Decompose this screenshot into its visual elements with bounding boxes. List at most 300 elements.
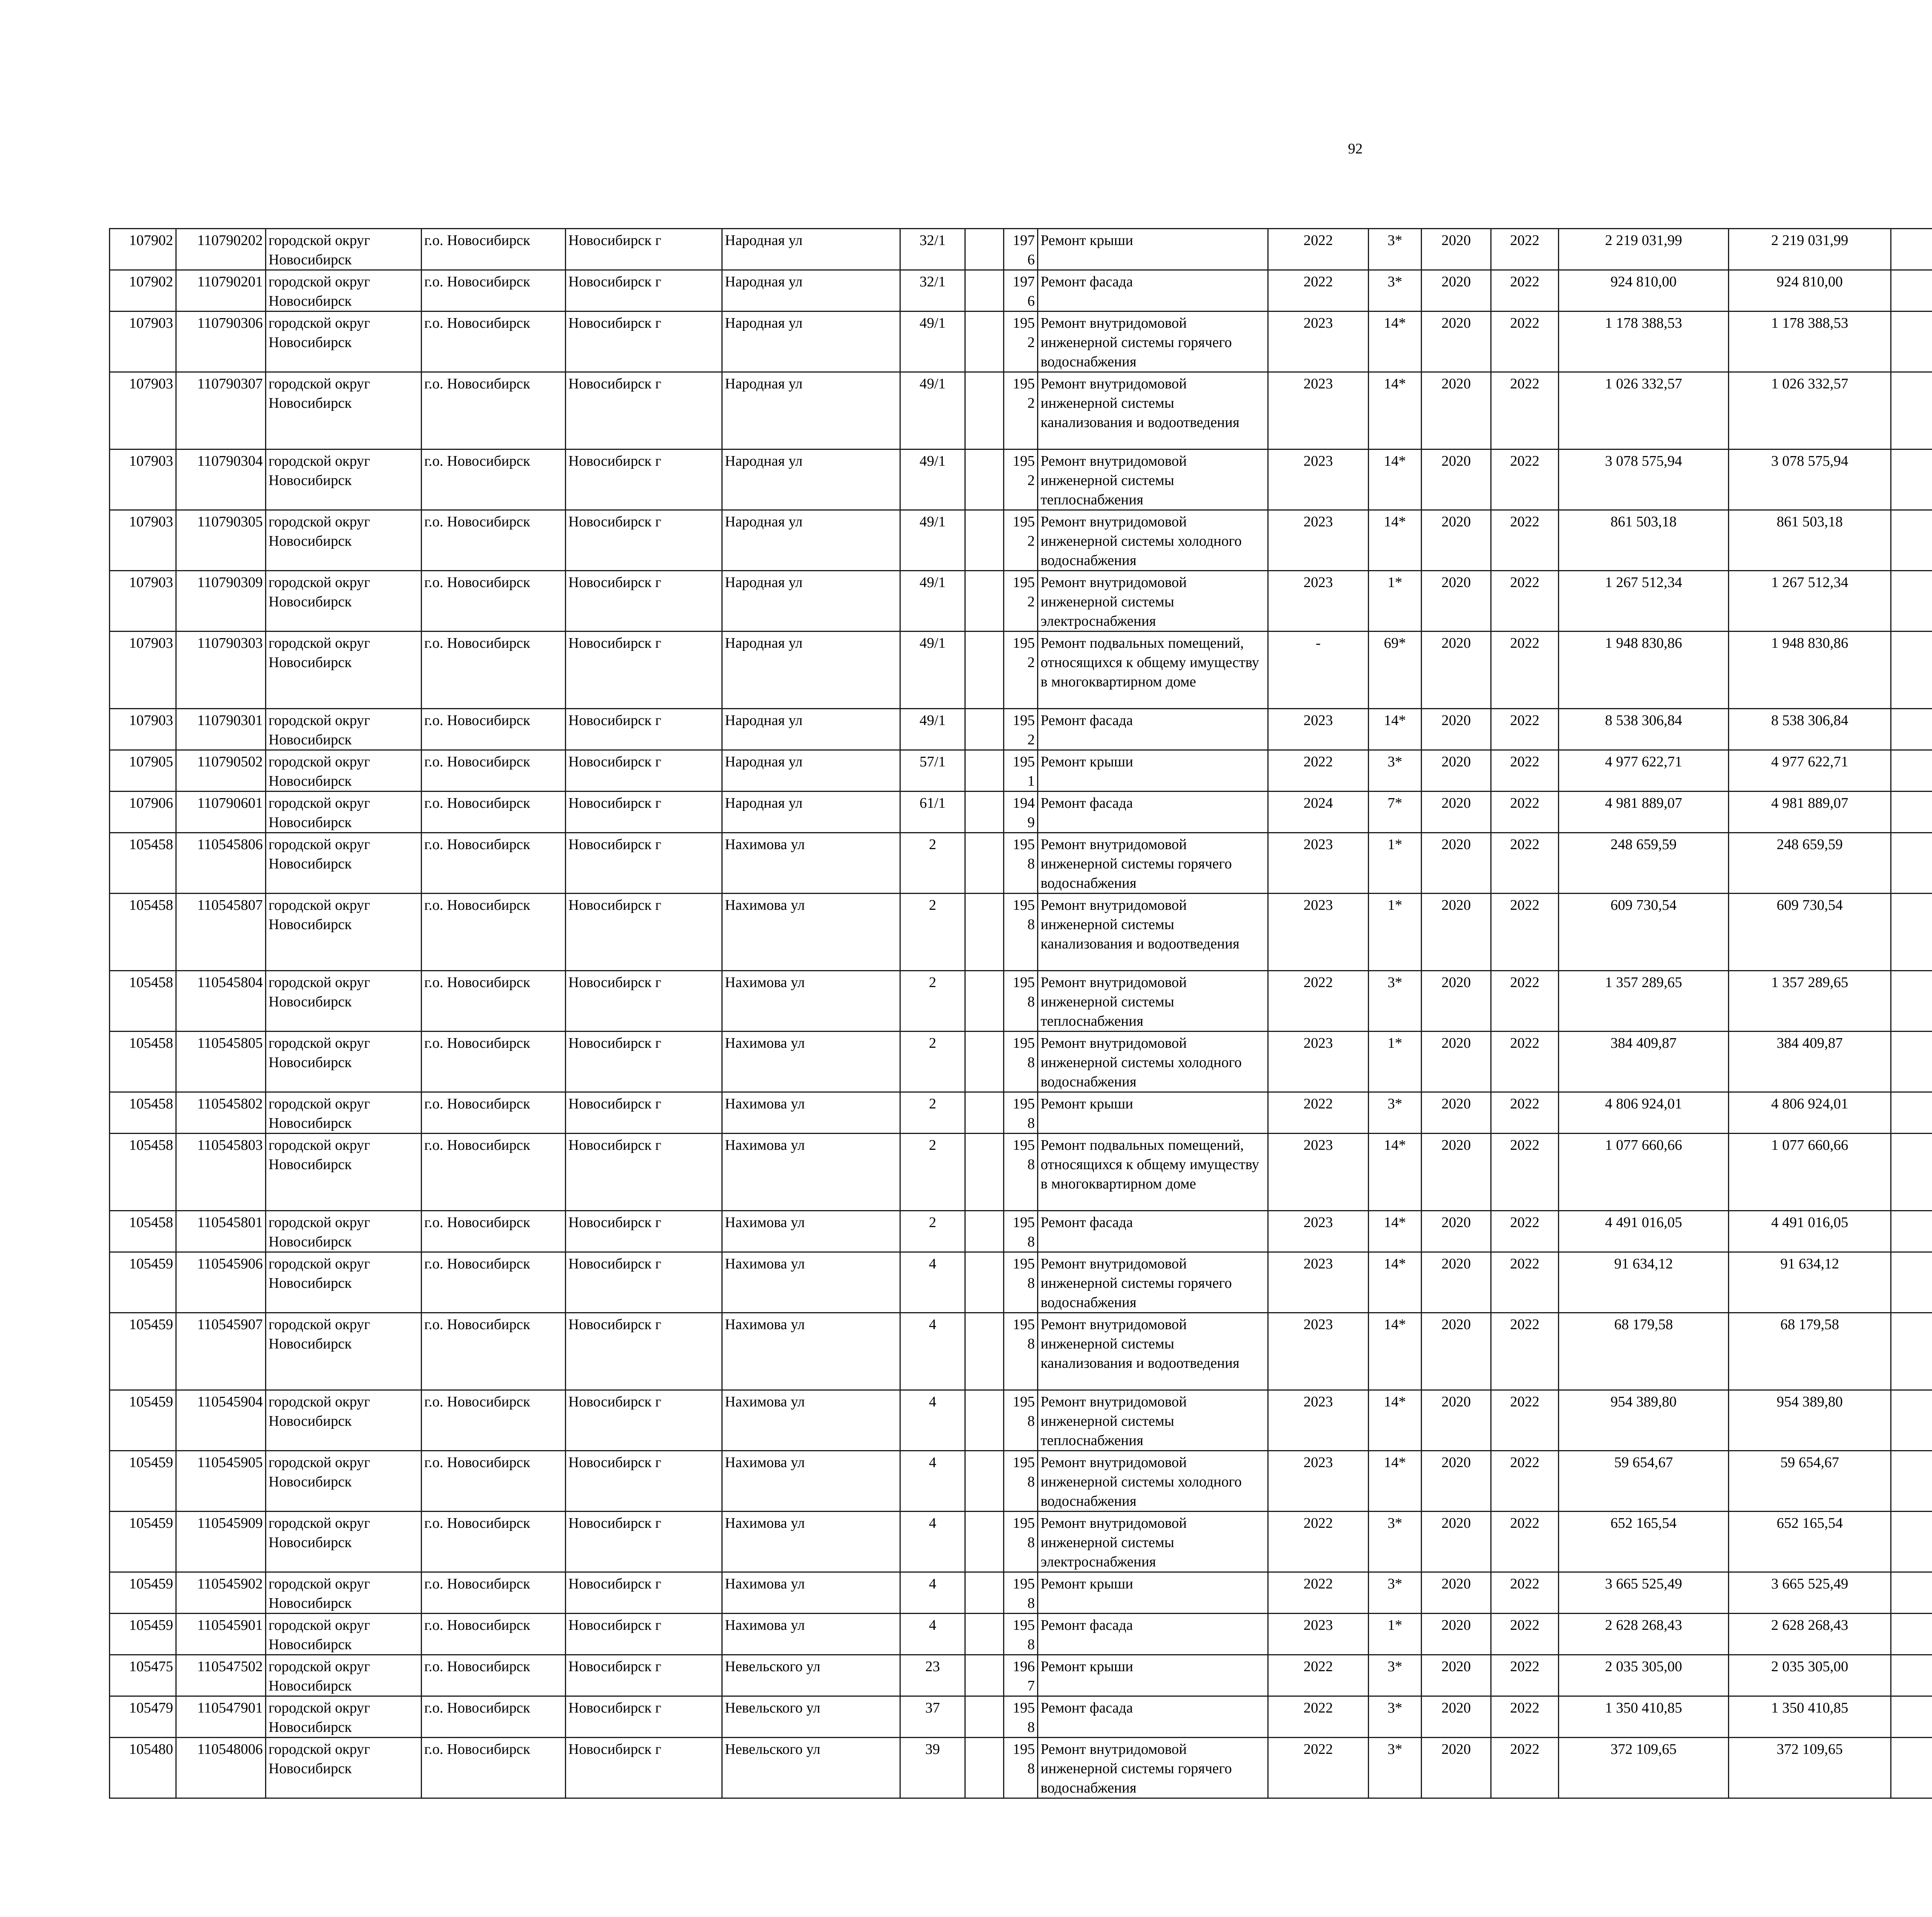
house-id-cell: 107902 — [110, 270, 176, 312]
municipality-cell: городской округ Новосибирск — [266, 1313, 422, 1390]
building-cell — [965, 709, 1004, 750]
street-cell: Невельского ул — [722, 1738, 900, 1798]
fund-cost-cell: 2 628 268,43 — [1729, 1614, 1891, 1655]
house-id-cell: 105458 — [110, 1092, 176, 1134]
period-start-cell: 2020 — [1422, 1655, 1491, 1696]
house-number-cell: 2 — [900, 833, 965, 894]
district-cell: г.о. Новосибирск — [422, 632, 566, 709]
street-cell: Нахимова ул — [722, 971, 900, 1032]
plan-year-cell: 2023 — [1268, 510, 1369, 571]
period-end-cell: 2022 — [1491, 1134, 1559, 1211]
total-cost-cell: 3 078 575,94 — [1559, 449, 1729, 510]
street-cell: Народная ул — [722, 750, 900, 792]
municipality-cell: городской округ Новосибирск — [266, 1032, 422, 1092]
period-end-cell: 2022 — [1491, 750, 1559, 792]
table-row — [110, 229, 1932, 270]
settlement-cell: Новосибирск г — [566, 372, 722, 449]
municipality-cell: городской округ Новосибирск — [266, 510, 422, 571]
period-end-cell: 2022 — [1491, 1451, 1559, 1512]
house-id-cell: 105458 — [110, 894, 176, 971]
work-type-cell: Ремонт фасада — [1038, 709, 1268, 750]
federal-cost-cell — [1891, 1451, 1932, 1512]
district-cell: г.о. Новосибирск — [422, 510, 566, 571]
build-year-cell: 1958 — [1004, 1032, 1038, 1092]
priority-cell: 3* — [1369, 229, 1422, 270]
work-type-cell: Ремонт крыши — [1038, 1092, 1268, 1134]
plan-year-cell: 2023 — [1268, 1313, 1369, 1390]
plan-year-cell: 2022 — [1268, 1738, 1369, 1798]
priority-cell: 14* — [1369, 372, 1422, 449]
period-start-cell: 2020 — [1422, 1614, 1491, 1655]
priority-cell: 3* — [1369, 1572, 1422, 1614]
federal-cost-cell — [1891, 372, 1932, 449]
house-id-cell: 107905 — [110, 750, 176, 792]
federal-cost-cell — [1891, 1696, 1932, 1738]
period-start-cell: 2020 — [1422, 1313, 1491, 1390]
street-cell: Нахимова ул — [722, 1032, 900, 1092]
district-cell: г.о. Новосибирск — [422, 1696, 566, 1738]
district-cell: г.о. Новосибирск — [422, 449, 566, 510]
municipality-cell: городской округ Новосибирск — [266, 894, 422, 971]
district-cell: г.о. Новосибирск — [422, 1512, 566, 1572]
period-start-cell: 2020 — [1422, 1738, 1491, 1798]
table-row — [110, 1572, 1932, 1614]
total-cost-cell: 861 503,18 — [1559, 510, 1729, 571]
work-id-cell: 110790502 — [176, 750, 266, 792]
table-row — [110, 449, 1932, 510]
work-type-cell: Ремонт фасада — [1038, 270, 1268, 312]
house-number-cell: 57/1 — [900, 750, 965, 792]
plan-year-cell: 2023 — [1268, 312, 1369, 372]
federal-cost-cell — [1891, 1313, 1932, 1390]
building-cell — [965, 1655, 1004, 1696]
period-end-cell: 2022 — [1491, 372, 1559, 449]
priority-cell: 14* — [1369, 1252, 1422, 1313]
building-cell — [965, 750, 1004, 792]
street-cell: Невельского ул — [722, 1696, 900, 1738]
plan-year-cell: 2023 — [1268, 1390, 1369, 1451]
work-id-cell: 110545803 — [176, 1134, 266, 1211]
settlement-cell: Новосибирск г — [566, 1655, 722, 1696]
settlement-cell: Новосибирск г — [566, 750, 722, 792]
settlement-cell: Новосибирск г — [566, 449, 722, 510]
table-row — [110, 1451, 1932, 1512]
house-number-cell: 49/1 — [900, 372, 965, 449]
work-type-cell: Ремонт внутридомовой инженерной системы канализования и водоотведения — [1038, 1313, 1268, 1390]
fund-cost-cell: 3 665 525,49 — [1729, 1572, 1891, 1614]
build-year-cell: 1958 — [1004, 1696, 1038, 1738]
total-cost-cell: 1 357 289,65 — [1559, 971, 1729, 1032]
fund-cost-cell: 1 026 332,57 — [1729, 372, 1891, 449]
table-row — [110, 1252, 1932, 1313]
plan-year-cell: 2022 — [1268, 1696, 1369, 1738]
work-id-cell: 110547502 — [176, 1655, 266, 1696]
house-number-cell: 32/1 — [900, 229, 965, 270]
total-cost-cell: 384 409,87 — [1559, 1032, 1729, 1092]
house-number-cell: 4 — [900, 1390, 965, 1451]
total-cost-cell: 68 179,58 — [1559, 1313, 1729, 1390]
street-cell: Нахимова ул — [722, 1252, 900, 1313]
fund-cost-cell: 924 810,00 — [1729, 270, 1891, 312]
total-cost-cell: 2 035 305,00 — [1559, 1655, 1729, 1696]
district-cell: г.о. Новосибирск — [422, 1313, 566, 1390]
house-id-cell: 107902 — [110, 229, 176, 270]
table-row — [110, 709, 1932, 750]
work-id-cell: 110545904 — [176, 1390, 266, 1451]
fund-cost-cell: 384 409,87 — [1729, 1032, 1891, 1092]
plan-year-cell: 2023 — [1268, 372, 1369, 449]
street-cell: Нахимова ул — [722, 1512, 900, 1572]
work-id-cell: 110790305 — [176, 510, 266, 571]
settlement-cell: Новосибирск г — [566, 833, 722, 894]
district-cell: г.о. Новосибирск — [422, 709, 566, 750]
period-start-cell: 2020 — [1422, 1512, 1491, 1572]
total-cost-cell: 1 077 660,66 — [1559, 1134, 1729, 1211]
work-type-cell: Ремонт внутридомовой инженерной системы канализования и водоотведения — [1038, 894, 1268, 971]
district-cell: г.о. Новосибирск — [422, 833, 566, 894]
house-number-cell: 49/1 — [900, 571, 965, 632]
period-end-cell: 2022 — [1491, 709, 1559, 750]
fund-cost-cell: 1 948 830,86 — [1729, 632, 1891, 709]
table-row — [110, 372, 1932, 449]
house-id-cell: 105459 — [110, 1252, 176, 1313]
priority-cell: 3* — [1369, 1655, 1422, 1696]
work-id-cell: 110790306 — [176, 312, 266, 372]
building-cell — [965, 1696, 1004, 1738]
federal-cost-cell — [1891, 312, 1932, 372]
settlement-cell: Новосибирск г — [566, 1134, 722, 1211]
house-id-cell: 105475 — [110, 1655, 176, 1696]
plan-year-cell: 2023 — [1268, 1252, 1369, 1313]
federal-cost-cell — [1891, 229, 1932, 270]
municipality-cell: городской округ Новосибирск — [266, 792, 422, 833]
fund-cost-cell: 91 634,12 — [1729, 1252, 1891, 1313]
total-cost-cell: 1 178 388,53 — [1559, 312, 1729, 372]
period-end-cell: 2022 — [1491, 510, 1559, 571]
fund-cost-cell: 861 503,18 — [1729, 510, 1891, 571]
period-end-cell: 2022 — [1491, 1572, 1559, 1614]
priority-cell: 14* — [1369, 1451, 1422, 1512]
street-cell: Народная ул — [722, 510, 900, 571]
work-type-cell: Ремонт внутридомовой инженерной системы электроснабжения — [1038, 1512, 1268, 1572]
district-cell: г.о. Новосибирск — [422, 270, 566, 312]
house-number-cell: 49/1 — [900, 632, 965, 709]
plan-year-cell: 2023 — [1268, 1211, 1369, 1252]
house-id-cell: 107903 — [110, 510, 176, 571]
district-cell: г.о. Новосибирск — [422, 792, 566, 833]
total-cost-cell: 59 654,67 — [1559, 1451, 1729, 1512]
building-cell — [965, 1451, 1004, 1512]
federal-cost-cell — [1891, 1512, 1932, 1572]
total-cost-cell: 2 628 268,43 — [1559, 1614, 1729, 1655]
building-cell — [965, 894, 1004, 971]
total-cost-cell: 4 981 889,07 — [1559, 792, 1729, 833]
build-year-cell: 1952 — [1004, 312, 1038, 372]
street-cell: Народная ул — [722, 229, 900, 270]
priority-cell: 3* — [1369, 750, 1422, 792]
build-year-cell: 1958 — [1004, 971, 1038, 1032]
house-id-cell: 105459 — [110, 1390, 176, 1451]
house-id-cell: 105479 — [110, 1696, 176, 1738]
work-id-cell: 110545907 — [176, 1313, 266, 1390]
build-year-cell: 1952 — [1004, 571, 1038, 632]
federal-cost-cell — [1891, 1092, 1932, 1134]
municipality-cell: городской округ Новосибирск — [266, 312, 422, 372]
work-id-cell: 110790304 — [176, 449, 266, 510]
house-number-cell: 2 — [900, 1032, 965, 1092]
work-type-cell: Ремонт фасада — [1038, 1696, 1268, 1738]
municipality-cell: городской округ Новосибирск — [266, 1512, 422, 1572]
fund-cost-cell: 609 730,54 — [1729, 894, 1891, 971]
federal-cost-cell — [1891, 270, 1932, 312]
build-year-cell: 1976 — [1004, 229, 1038, 270]
build-year-cell: 1967 — [1004, 1655, 1038, 1696]
build-year-cell: 1952 — [1004, 372, 1038, 449]
total-cost-cell: 3 665 525,49 — [1559, 1572, 1729, 1614]
municipality-cell: городской округ Новосибирск — [266, 1696, 422, 1738]
district-cell: г.о. Новосибирск — [422, 1572, 566, 1614]
work-type-cell: Ремонт фасада — [1038, 792, 1268, 833]
municipality-cell: городской округ Новосибирск — [266, 971, 422, 1032]
period-start-cell: 2020 — [1422, 1092, 1491, 1134]
work-type-cell: Ремонт внутридомовой инженерной системы холодного водоснабжения — [1038, 1032, 1268, 1092]
house-id-cell: 105458 — [110, 1134, 176, 1211]
period-start-cell: 2020 — [1422, 571, 1491, 632]
fund-cost-cell: 59 654,67 — [1729, 1451, 1891, 1512]
build-year-cell: 1958 — [1004, 833, 1038, 894]
settlement-cell: Новосибирск г — [566, 270, 722, 312]
street-cell: Нахимова ул — [722, 1092, 900, 1134]
work-type-cell: Ремонт крыши — [1038, 229, 1268, 270]
build-year-cell: 1958 — [1004, 1252, 1038, 1313]
house-number-cell: 39 — [900, 1738, 965, 1798]
street-cell: Нахимова ул — [722, 1614, 900, 1655]
period-end-cell: 2022 — [1491, 270, 1559, 312]
settlement-cell: Новосибирск г — [566, 709, 722, 750]
priority-cell: 1* — [1369, 894, 1422, 971]
district-cell: г.о. Новосибирск — [422, 1092, 566, 1134]
district-cell: г.о. Новосибирск — [422, 1390, 566, 1451]
federal-cost-cell — [1891, 792, 1932, 833]
total-cost-cell: 372 109,65 — [1559, 1738, 1729, 1798]
house-id-cell: 105480 — [110, 1738, 176, 1798]
fund-cost-cell: 248 659,59 — [1729, 833, 1891, 894]
settlement-cell: Новосибирск г — [566, 792, 722, 833]
period-start-cell: 2020 — [1422, 792, 1491, 833]
build-year-cell: 1952 — [1004, 632, 1038, 709]
house-id-cell: 105458 — [110, 1211, 176, 1252]
table-row — [110, 894, 1932, 971]
federal-cost-cell — [1891, 1252, 1932, 1313]
building-cell — [965, 1614, 1004, 1655]
priority-cell: 3* — [1369, 971, 1422, 1032]
total-cost-cell: 652 165,54 — [1559, 1512, 1729, 1572]
building-cell — [965, 312, 1004, 372]
house-number-cell: 49/1 — [900, 709, 965, 750]
house-id-cell: 107903 — [110, 709, 176, 750]
street-cell: Нахимова ул — [722, 833, 900, 894]
house-id-cell: 107903 — [110, 632, 176, 709]
fund-cost-cell: 954 389,80 — [1729, 1390, 1891, 1451]
priority-cell: 14* — [1369, 1211, 1422, 1252]
period-start-cell: 2020 — [1422, 833, 1491, 894]
table-row — [110, 750, 1932, 792]
period-end-cell: 2022 — [1491, 971, 1559, 1032]
total-cost-cell: 1 350 410,85 — [1559, 1696, 1729, 1738]
federal-cost-cell — [1891, 510, 1932, 571]
fund-cost-cell: 3 078 575,94 — [1729, 449, 1891, 510]
fund-cost-cell: 68 179,58 — [1729, 1313, 1891, 1390]
table-row — [110, 1614, 1932, 1655]
plan-year-cell: 2023 — [1268, 894, 1369, 971]
period-end-cell: 2022 — [1491, 229, 1559, 270]
plan-year-cell: 2022 — [1268, 1655, 1369, 1696]
municipality-cell: городской округ Новосибирск — [266, 571, 422, 632]
building-cell — [965, 510, 1004, 571]
house-number-cell: 2 — [900, 894, 965, 971]
build-year-cell: 1952 — [1004, 449, 1038, 510]
federal-cost-cell — [1891, 833, 1932, 894]
priority-cell: 1* — [1369, 1032, 1422, 1092]
plan-year-cell: 2023 — [1268, 571, 1369, 632]
work-type-cell: Ремонт внутридомовой инженерной системы холодного водоснабжения — [1038, 510, 1268, 571]
municipality-cell: городской округ Новосибирск — [266, 833, 422, 894]
work-id-cell: 110545806 — [176, 833, 266, 894]
settlement-cell: Новосибирск г — [566, 1252, 722, 1313]
street-cell: Народная ул — [722, 709, 900, 750]
district-cell: г.о. Новосибирск — [422, 229, 566, 270]
work-type-cell: Ремонт подвальных помещений, относящихся к общему имуществу в многоквартирном доме — [1038, 632, 1268, 709]
street-cell: Народная ул — [722, 372, 900, 449]
house-number-cell: 4 — [900, 1572, 965, 1614]
settlement-cell: Новосибирск г — [566, 229, 722, 270]
house-number-cell: 2 — [900, 1211, 965, 1252]
period-start-cell: 2020 — [1422, 971, 1491, 1032]
house-id-cell: 105459 — [110, 1614, 176, 1655]
period-end-cell: 2022 — [1491, 1512, 1559, 1572]
fund-cost-cell: 4 981 889,07 — [1729, 792, 1891, 833]
build-year-cell: 1952 — [1004, 709, 1038, 750]
house-number-cell: 49/1 — [900, 312, 965, 372]
federal-cost-cell — [1891, 1614, 1932, 1655]
total-cost-cell: 248 659,59 — [1559, 833, 1729, 894]
total-cost-cell: 1 267 512,34 — [1559, 571, 1729, 632]
street-cell: Нахимова ул — [722, 1313, 900, 1390]
house-number-cell: 49/1 — [900, 449, 965, 510]
settlement-cell: Новосибирск г — [566, 1512, 722, 1572]
municipality-cell: городской округ Новосибирск — [266, 1614, 422, 1655]
district-cell: г.о. Новосибирск — [422, 1655, 566, 1696]
house-id-cell: 107906 — [110, 792, 176, 833]
building-cell — [965, 571, 1004, 632]
fund-cost-cell: 372 109,65 — [1729, 1738, 1891, 1798]
building-cell — [965, 1032, 1004, 1092]
period-end-cell: 2022 — [1491, 1696, 1559, 1738]
work-id-cell: 110545909 — [176, 1512, 266, 1572]
district-cell: г.о. Новосибирск — [422, 1134, 566, 1211]
street-cell: Нахимова ул — [722, 894, 900, 971]
build-year-cell: 1958 — [1004, 1134, 1038, 1211]
federal-cost-cell — [1891, 1738, 1932, 1798]
federal-cost-cell — [1891, 1134, 1932, 1211]
work-type-cell: Ремонт внутридомовой инженерной системы холодного водоснабжения — [1038, 1451, 1268, 1512]
work-id-cell: 110790307 — [176, 372, 266, 449]
work-id-cell: 110545807 — [176, 894, 266, 971]
house-id-cell: 107903 — [110, 449, 176, 510]
district-cell: г.о. Новосибирск — [422, 372, 566, 449]
municipality-cell: городской округ Новосибирск — [266, 1134, 422, 1211]
district-cell: г.о. Новосибирск — [422, 894, 566, 971]
period-end-cell: 2022 — [1491, 792, 1559, 833]
fund-cost-cell: 4 806 924,01 — [1729, 1092, 1891, 1134]
municipality-cell: городской округ Новосибирск — [266, 1211, 422, 1252]
period-end-cell: 2022 — [1491, 1390, 1559, 1451]
period-start-cell: 2020 — [1422, 229, 1491, 270]
street-cell: Нахимова ул — [722, 1390, 900, 1451]
settlement-cell: Новосибирск г — [566, 894, 722, 971]
period-start-cell: 2020 — [1422, 1211, 1491, 1252]
table-row — [110, 1134, 1932, 1211]
period-start-cell: 2020 — [1422, 1572, 1491, 1614]
build-year-cell: 1958 — [1004, 1092, 1038, 1134]
district-cell: г.о. Новосибирск — [422, 571, 566, 632]
priority-cell: 1* — [1369, 1614, 1422, 1655]
municipality-cell: городской округ Новосибирск — [266, 1655, 422, 1696]
work-id-cell: 110790301 — [176, 709, 266, 750]
build-year-cell: 1952 — [1004, 510, 1038, 571]
build-year-cell: 1958 — [1004, 1451, 1038, 1512]
work-id-cell: 110790601 — [176, 792, 266, 833]
municipality-cell: городской округ Новосибирск — [266, 1451, 422, 1512]
street-cell: Нахимова ул — [722, 1572, 900, 1614]
build-year-cell: 1958 — [1004, 894, 1038, 971]
period-end-cell: 2022 — [1491, 833, 1559, 894]
build-year-cell: 1958 — [1004, 1390, 1038, 1451]
priority-cell: 3* — [1369, 1512, 1422, 1572]
house-id-cell: 105459 — [110, 1572, 176, 1614]
work-id-cell: 110545802 — [176, 1092, 266, 1134]
settlement-cell: Новосибирск г — [566, 1696, 722, 1738]
period-end-cell: 2022 — [1491, 632, 1559, 709]
settlement-cell: Новосибирск г — [566, 1313, 722, 1390]
federal-cost-cell — [1891, 709, 1932, 750]
work-id-cell: 110548006 — [176, 1738, 266, 1798]
federal-cost-cell — [1891, 1572, 1932, 1614]
table-row — [110, 833, 1932, 894]
total-cost-cell: 609 730,54 — [1559, 894, 1729, 971]
municipality-cell: городской округ Новосибирск — [266, 1738, 422, 1798]
house-number-cell: 2 — [900, 1134, 965, 1211]
build-year-cell: 1958 — [1004, 1614, 1038, 1655]
total-cost-cell: 1 948 830,86 — [1559, 632, 1729, 709]
plan-year-cell: 2023 — [1268, 449, 1369, 510]
work-type-cell: Ремонт крыши — [1038, 1655, 1268, 1696]
municipality-cell: городской округ Новосибирск — [266, 1252, 422, 1313]
plan-year-cell: 2023 — [1268, 1032, 1369, 1092]
priority-cell: 3* — [1369, 270, 1422, 312]
table-row — [110, 1390, 1932, 1451]
period-start-cell: 2020 — [1422, 1032, 1491, 1092]
settlement-cell: Новосибирск г — [566, 1092, 722, 1134]
table-row — [110, 1655, 1932, 1696]
period-end-cell: 2022 — [1491, 571, 1559, 632]
federal-cost-cell — [1891, 449, 1932, 510]
period-start-cell: 2020 — [1422, 750, 1491, 792]
work-type-cell: Ремонт внутридомовой инженерной системы теплоснабжения — [1038, 1390, 1268, 1451]
table-row — [110, 632, 1932, 709]
work-id-cell: 110545805 — [176, 1032, 266, 1092]
municipality-cell: городской округ Новосибирск — [266, 1390, 422, 1451]
